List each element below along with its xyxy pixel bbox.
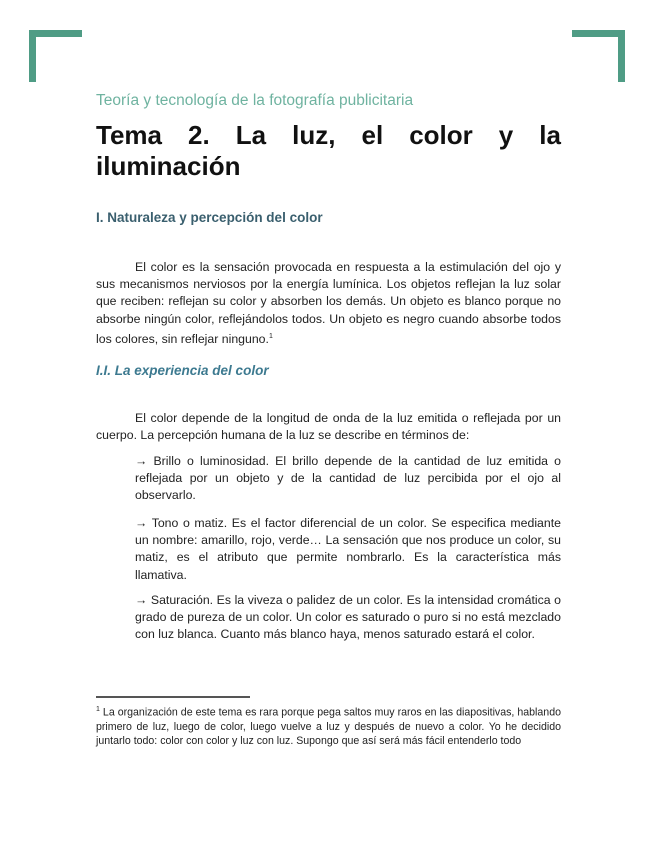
footnote-text: La organización de este tema es rara porque pega saltos muy raros en las diapositivas, hablando primero de luz, luego de color, luego vuelve a luz y después de nuevo a color. Yo he decidido juntarlo todo: color con color y luz con luz. Supongo que así será más fácil entenderlo todo xyxy=(96,706,561,747)
list-item xyxy=(135,515,561,584)
list-item xyxy=(135,592,561,644)
paragraph xyxy=(96,259,561,348)
footnote-divider xyxy=(96,696,250,698)
list-item-text: Saturación. Es la viveza o palidez de un color. Es la intensidad cromática o grado de pureza de un color. Un color es saturado o puro si no está mezclado con luz blanca. Cuanto más blanco haya, menos saturado estará el color. xyxy=(135,593,561,642)
footnote-ref[interactable]: 1 xyxy=(268,332,273,340)
course-subject: Teoría y tecnología de la fotografía publicitaria xyxy=(96,92,414,109)
subsection-heading: I.I. La experiencia del color xyxy=(96,363,269,378)
footnote xyxy=(96,703,561,748)
footnote-number: 1 xyxy=(96,706,100,713)
paragraph-text: El color es la sensación provocada en respuesta a la estimulación del ojo y sus mecanismos nerviosos por la energía lumínica. Los objetos reflejan la luz solar que reciben: reflejan su color y absorben los demás. Un objeto es blanco porque no absorbe ningún color, reflejándolos todos. Un objeto es negro cuando absorbe todos los colores, sin reflejar ninguno. xyxy=(96,260,561,346)
corner-bracket-top-right xyxy=(572,30,625,82)
page-title: Tema 2. La luz, el color y la iluminación xyxy=(96,120,561,181)
corner-bracket-top-left xyxy=(29,30,82,82)
paragraph: El color depende de la longitud de onda de la luz emitida o reflejada por un cuerpo. La percepción humana de la luz se describe en términos de: xyxy=(96,411,561,443)
list-item xyxy=(135,453,561,505)
list-item-text: Tono o matiz. Es el factor diferencial de un color. Se especifica mediante un nombre: amarillo, rojo, verde… La sensación que nos produce un color, su matiz, es el atributo que permite nombrarlo. Es la característica más llamativa. xyxy=(135,516,561,582)
section-heading: I. Naturaleza y percepción del color xyxy=(96,210,323,225)
list-item-text: Brillo o luminosidad. El brillo depende de la cantidad de luz emitida o reflejada por un objeto y de la cantidad de luz percibida por el ojo al observarlo. xyxy=(135,454,561,503)
arrow-bullet-icon: → xyxy=(135,593,148,607)
arrow-bullet-icon: → xyxy=(135,454,148,468)
arrow-bullet-icon: → xyxy=(135,516,148,530)
